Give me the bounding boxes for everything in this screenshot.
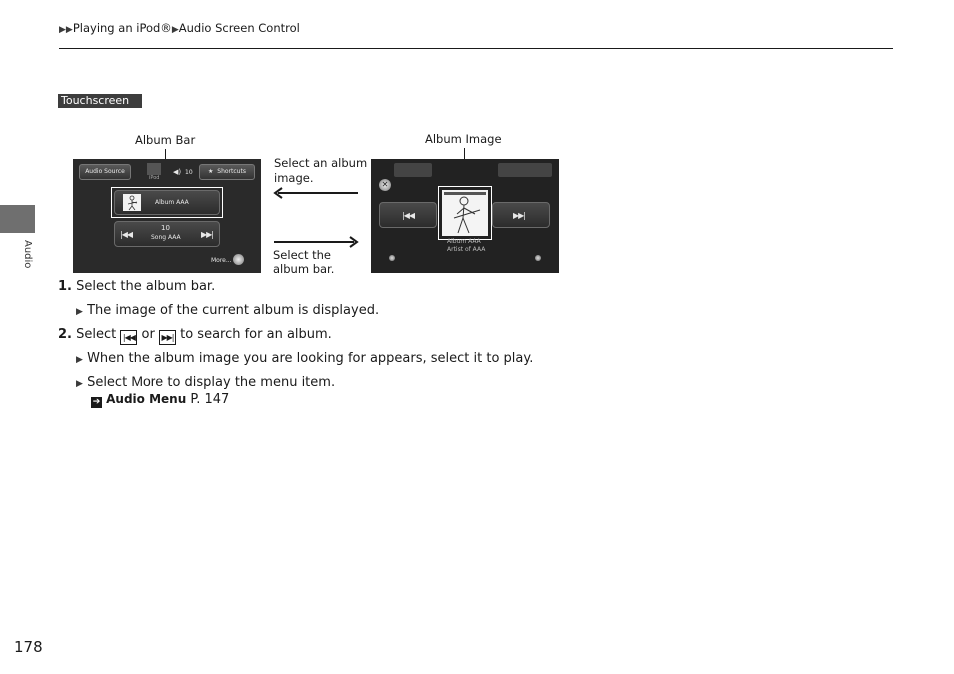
- skip-back-icon: |◀◀: [120, 330, 137, 345]
- triangle-icon: ▶: [171, 25, 179, 35]
- header-rule: [59, 48, 893, 49]
- ipod-label: iPod: [149, 175, 160, 181]
- arrow-right-icon: [272, 235, 360, 249]
- result-text: When the album image you are looking for appears, select it to play.: [87, 351, 534, 366]
- speaker-icon: ◀): [173, 168, 182, 176]
- step-1-result: [76, 303, 379, 318]
- more-button[interactable]: [233, 254, 244, 265]
- song-name: Song AAA: [151, 234, 181, 241]
- skip-back-icon: |◀◀: [402, 211, 414, 220]
- result-text: The image of the current album is displayed.: [87, 303, 380, 318]
- close-icon[interactable]: ✕: [379, 179, 391, 191]
- ipod-icon: [147, 163, 161, 175]
- guitarist-image: [442, 190, 488, 236]
- album-thumbnail: [123, 194, 141, 211]
- more-key-label: More: [131, 373, 164, 389]
- step-1: [58, 279, 215, 294]
- step-text: Select the album bar.: [76, 279, 216, 294]
- reference-page: P. 147: [190, 392, 230, 407]
- guitarist-image: [123, 194, 141, 211]
- album-name: Album AAA: [447, 238, 481, 245]
- note-select-bar-2: album bar.: [273, 262, 335, 276]
- reference-label: Audio Menu: [106, 392, 187, 406]
- breadcrumb-item-ipod: Playing an iPod®: [72, 21, 172, 35]
- album-image[interactable]: [442, 190, 488, 236]
- indicator-dot: [389, 255, 395, 261]
- breadcrumb-item-screen-control: Audio Screen Control: [178, 21, 300, 35]
- track-number: 10: [161, 224, 170, 232]
- breadcrumb: [59, 21, 300, 35]
- side-tab: [0, 205, 35, 233]
- arrow-left-icon: [272, 186, 360, 200]
- side-tab-label: Audio: [22, 240, 33, 269]
- volume-level: 10: [185, 169, 193, 176]
- page-number: 178: [14, 638, 43, 656]
- skip-forward-icon: ▶▶|: [513, 211, 525, 220]
- caption-album-bar: Album Bar: [135, 133, 196, 147]
- step-2: [58, 327, 332, 345]
- track-bar: [114, 221, 220, 247]
- step-text-pre: Select: [76, 327, 117, 342]
- triangle-icon: ▶: [76, 307, 83, 317]
- step-text-post: to search for an album.: [180, 327, 332, 342]
- tab-shadow: [498, 163, 552, 177]
- note-select-image-1: Select an album: [274, 156, 368, 170]
- artist-name: Artist of AAA: [447, 246, 486, 253]
- note-select-image-2: image.: [274, 171, 314, 185]
- reference-arrow-icon: ➔: [92, 397, 101, 407]
- triangle-icon: ▶: [76, 379, 83, 389]
- skip-forward-icon: ▶▶|: [159, 330, 176, 345]
- step-2-result-1: [76, 351, 533, 366]
- indicator-dot: [535, 255, 541, 261]
- skip-forward-icon[interactable]: ▶▶|: [201, 230, 213, 239]
- album-name: Album AAA: [155, 199, 189, 206]
- star-icon: ★: [208, 168, 214, 175]
- audio-source-button[interactable]: Audio Source: [79, 164, 131, 180]
- album-image-screen: [371, 159, 559, 273]
- caption-album-image: Album Image: [425, 132, 502, 146]
- album-bar[interactable]: [114, 190, 220, 215]
- step-text-or: or: [141, 327, 155, 342]
- note-select-bar-1: Select the: [273, 248, 332, 262]
- tab-shadow: [394, 163, 432, 177]
- result-text-pre: Select: [87, 375, 128, 390]
- section-tag: Touchscreen: [58, 94, 142, 108]
- triangle-icon: ▶: [76, 355, 83, 365]
- more-label: More...: [211, 257, 232, 264]
- step-number: 2.: [58, 327, 72, 342]
- triangle-icon: ▶▶: [59, 25, 73, 35]
- previous-album-button[interactable]: [379, 202, 437, 228]
- step-number: 1.: [58, 279, 72, 294]
- next-album-button[interactable]: [492, 202, 550, 228]
- shortcuts-button[interactable]: [199, 164, 255, 180]
- result-text-post: to display the menu item.: [167, 375, 336, 390]
- skip-back-icon[interactable]: |◀◀: [120, 230, 132, 239]
- shortcuts-label: Shortcuts: [217, 168, 246, 175]
- audio-screen: [73, 159, 261, 273]
- cross-reference[interactable]: [91, 392, 229, 408]
- step-2-result-2: [76, 373, 335, 390]
